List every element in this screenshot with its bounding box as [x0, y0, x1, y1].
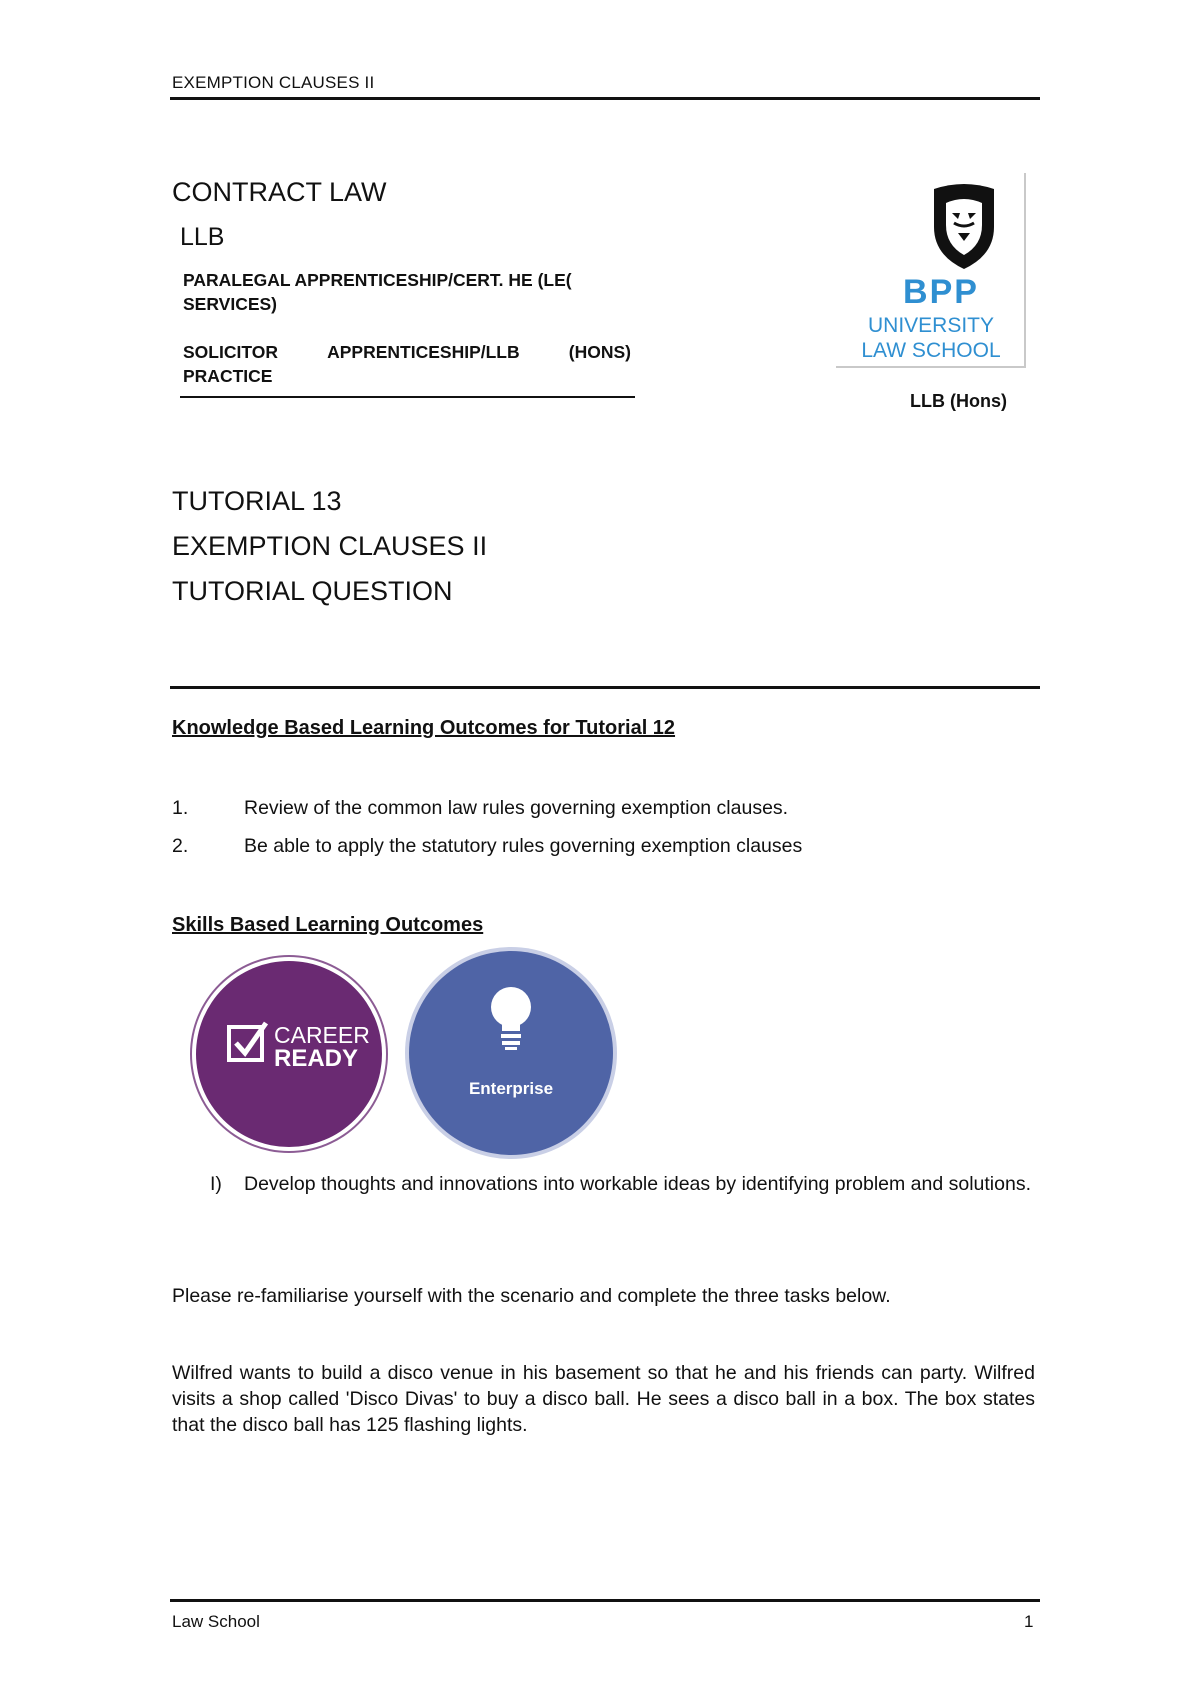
degree-label: LLB (Hons)	[910, 391, 1007, 411]
header-rule	[170, 97, 1040, 100]
page-number: 1	[1024, 1612, 1034, 1631]
programme-2-line2: PRACTICE	[183, 366, 273, 386]
lightbulb-icon	[487, 985, 535, 1051]
programme-2-word: APPRENTICESHIP/LLB	[327, 342, 520, 362]
course-title: CONTRACT LAW	[172, 177, 387, 207]
logo-line1: UNIVERSITY	[867, 314, 995, 337]
item-text: Develop thoughts and innovations into workable ideas by identifying problem and solutions.	[244, 1173, 1031, 1195]
career-ready-badge	[196, 961, 382, 1147]
skills-heading: Skills Based Learning Outcomes	[172, 914, 484, 936]
knowledge-item	[172, 835, 802, 858]
item-text: Be able to apply the statutory rules governing exemption clauses	[244, 835, 803, 857]
logo-line2: LAW SCHOOL	[861, 339, 1001, 362]
knowledge-item	[172, 797, 788, 820]
item-number: I)	[210, 1173, 222, 1195]
badge-label: Enterprise	[468, 1079, 554, 1098]
tutorial-type: TUTORIAL QUESTION	[172, 576, 453, 606]
programme-1-line2: SERVICES)	[183, 294, 278, 314]
badge-line1: CAREER	[274, 1022, 370, 1048]
running-header: EXEMPTION CLAUSES II	[172, 73, 375, 92]
badge-line2: READY	[274, 1045, 359, 1072]
tutorial-topic: EXEMPTION CLAUSES II	[172, 531, 488, 561]
lion-shield-icon	[928, 183, 1000, 271]
enterprise-badge	[409, 951, 613, 1155]
title-block-rule	[180, 396, 635, 398]
tutorial-number: TUTORIAL 13	[172, 486, 342, 516]
section-rule	[170, 686, 1040, 689]
logo-brand: BPP	[903, 273, 979, 311]
item-number: 2.	[172, 835, 189, 857]
instruction-paragraph: Please re-familiarise yourself with the scenario and complete the three tasks below.	[172, 1285, 891, 1307]
programme-2-word: SOLICITOR	[183, 342, 278, 362]
footer-left: Law School	[172, 1612, 260, 1631]
programme-2	[183, 340, 631, 388]
item-number: 1.	[172, 797, 189, 819]
scenario-paragraph: Wilfred wants to build a disco venue in his basement so that he and his friends can party. Wilfred visits a shop called 'Disco Divas' to buy a disco ball. He sees a disco ball in a box. The box states that the disco ball has 125 flashing lights.	[172, 1362, 1035, 1436]
item-text: Review of the common law rules governing exemption clauses.	[244, 797, 789, 819]
bpp-logo	[836, 173, 1026, 368]
programme-2-word: (HONS)	[568, 342, 631, 362]
skills-item	[210, 1164, 1035, 1204]
programme-1	[183, 268, 633, 316]
programme-1-line1: PARALEGAL APPRENTICESHIP/CERT. HE (LE(	[183, 270, 572, 290]
programme-2-line1	[183, 340, 631, 364]
career-ready-text	[274, 1023, 370, 1071]
logo-subtitle	[846, 313, 1016, 363]
knowledge-heading: Knowledge Based Learning Outcomes for Tutorial 12	[172, 717, 676, 739]
course-level: LLB	[180, 223, 225, 251]
footer-rule	[170, 1599, 1040, 1602]
checkbox-icon	[226, 1019, 270, 1063]
